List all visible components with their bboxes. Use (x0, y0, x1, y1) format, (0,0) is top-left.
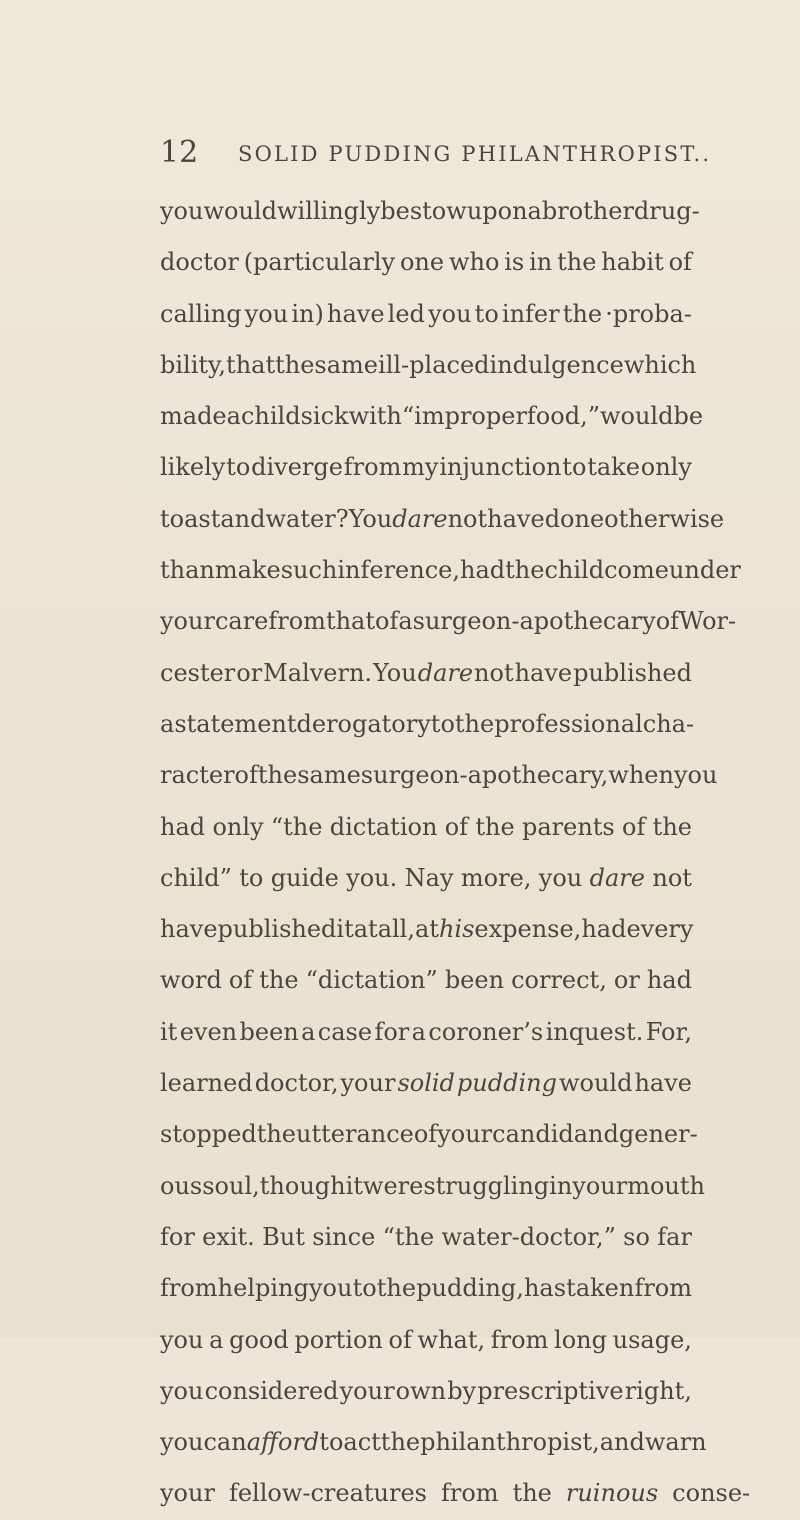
word: only (212, 812, 264, 841)
word: under (668, 556, 741, 585)
text-line (160, 289, 692, 340)
word: and (220, 504, 266, 533)
word: You (373, 658, 417, 687)
word: not (652, 863, 692, 892)
word: even (179, 1017, 238, 1046)
word: infer (501, 299, 560, 328)
word: Malvern. (263, 658, 373, 687)
word: been (444, 966, 505, 995)
word: in (549, 1171, 573, 1200)
word: published (573, 658, 692, 687)
text-line (160, 1058, 692, 1109)
word: the (652, 812, 692, 841)
word: every (626, 915, 694, 944)
word: your (340, 1069, 396, 1098)
word: make (214, 556, 281, 585)
word: or (236, 658, 263, 687)
word: from (343, 453, 402, 482)
word: you (673, 761, 718, 790)
italic-word: dare (417, 658, 474, 687)
word: for (160, 1222, 195, 1251)
word: published (217, 915, 337, 944)
word: the (562, 299, 603, 328)
text-line (160, 904, 692, 955)
text-line (160, 1109, 698, 1160)
text-line (160, 750, 718, 801)
word: my (402, 453, 439, 482)
word: mouth (627, 1171, 705, 1200)
word: ous (160, 1171, 203, 1200)
word: taken (566, 1274, 635, 1303)
word: “the (270, 812, 323, 841)
word: to (474, 299, 499, 328)
word: in) (291, 299, 324, 328)
word: far (657, 1222, 692, 1251)
word: from (634, 1274, 692, 1303)
body-text (160, 186, 751, 1520)
word: child (544, 556, 605, 585)
word: come (604, 556, 669, 585)
text-line (160, 1212, 692, 1263)
word: correct, (511, 966, 607, 995)
word: Wor- (679, 607, 737, 636)
word: your (160, 1479, 215, 1508)
word: the (376, 1274, 417, 1303)
word: have (160, 915, 218, 944)
word: by (447, 1376, 477, 1405)
word: you (160, 1376, 204, 1405)
word: has (523, 1274, 567, 1303)
word: care (214, 607, 269, 636)
text-line (160, 955, 692, 1006)
word: guide (270, 863, 339, 892)
word: the (257, 761, 298, 790)
word: such (280, 556, 338, 585)
word: “the (382, 1222, 435, 1251)
word: a (301, 1017, 316, 1046)
word: you (308, 1274, 353, 1303)
word: from (160, 1274, 218, 1303)
word: drug- (633, 197, 700, 225)
word: You (348, 504, 393, 533)
word: coroner’s (428, 1017, 544, 1046)
word: toast (160, 504, 221, 533)
word: had (646, 966, 692, 995)
word: soul, (202, 1171, 260, 1200)
word: candid (492, 1120, 574, 1149)
word: of (668, 248, 692, 277)
word: child” (160, 863, 232, 892)
word: of (234, 761, 258, 790)
word: you. (346, 863, 398, 892)
word: a (160, 709, 175, 738)
word: fellow-creatures (228, 1479, 427, 1508)
word: For, (645, 1017, 692, 1046)
word: same (297, 761, 361, 790)
text-line (160, 1315, 692, 1366)
word: the (557, 248, 597, 277)
word: helping (217, 1274, 309, 1303)
word: surgeon-apothecary, (360, 761, 609, 790)
word: to (430, 709, 455, 738)
word: your (160, 607, 215, 636)
word: in (529, 248, 553, 277)
word: water-doctor,” (441, 1222, 616, 1251)
running-title: SOLID PUDDING PHILANTHROPIST.. (238, 142, 712, 166)
word: doctor (160, 248, 239, 277)
page-header (0, 135, 800, 178)
text-line (160, 442, 692, 493)
text-line (160, 1366, 692, 1417)
word: inquest. (545, 1017, 644, 1046)
word: not (447, 504, 488, 533)
word: of (375, 607, 399, 636)
word: derogatory (296, 709, 431, 738)
word: a (209, 1325, 224, 1354)
text-line (160, 186, 700, 237)
word: ·proba- (605, 299, 692, 328)
word: is (504, 248, 525, 277)
word: from (268, 607, 326, 636)
word: and (599, 1428, 645, 1457)
word: injunction (439, 453, 562, 482)
text-line (160, 648, 692, 699)
word: done (544, 504, 605, 533)
word: But (262, 1222, 305, 1251)
word: a (411, 1017, 426, 1046)
word: of (444, 812, 469, 841)
word: “dictation” (305, 966, 438, 995)
word: otherwise (604, 504, 725, 533)
word: not (474, 658, 514, 687)
text-line (160, 1468, 751, 1519)
word: what, (417, 1325, 486, 1354)
word: to (352, 1274, 377, 1303)
word: inference, (337, 556, 460, 585)
word: you (160, 1428, 204, 1457)
word: more, (460, 863, 532, 892)
text-line (160, 340, 697, 391)
word: (particularly (243, 248, 396, 277)
text-line (160, 699, 695, 750)
word: upon (466, 197, 528, 225)
text-line (160, 1161, 705, 1212)
text-line (160, 1263, 692, 1314)
word: had (160, 812, 206, 841)
word: a (527, 197, 542, 225)
word: than (160, 556, 215, 585)
word: of (228, 966, 253, 995)
word: likely (160, 453, 226, 482)
word: pudding, (416, 1274, 524, 1303)
text-line (160, 391, 704, 442)
italic-word: afford (246, 1428, 320, 1457)
word: philanthropist, (420, 1428, 600, 1457)
word: ill-placed (378, 350, 490, 379)
word: been (239, 1017, 299, 1046)
word: food,” (526, 402, 600, 431)
word: of (413, 1120, 438, 1149)
text-line (160, 596, 737, 647)
word: take (587, 453, 640, 482)
word: calling (160, 299, 242, 328)
word: warn (644, 1428, 707, 1457)
word: struggling (423, 1171, 550, 1200)
word: your (437, 1120, 493, 1149)
word: indulgence (489, 350, 624, 379)
word: have (634, 1069, 692, 1098)
word: were (362, 1171, 424, 1200)
word: so (623, 1222, 650, 1251)
word: which (623, 350, 697, 379)
word: word (160, 966, 222, 995)
word: stopped (160, 1120, 257, 1149)
word: all, (377, 915, 415, 944)
italic-word: solid (397, 1069, 455, 1098)
text-line (160, 1417, 707, 1468)
word: the (512, 1479, 552, 1508)
word: own (395, 1376, 447, 1405)
word: and (573, 1120, 619, 1149)
word: doctor, (254, 1069, 339, 1098)
word: water? (265, 504, 349, 533)
word: prescriptive (477, 1376, 624, 1405)
word: bility, (160, 350, 227, 379)
word: to (562, 453, 587, 482)
word: exit. (202, 1222, 255, 1251)
word: gener- (618, 1120, 698, 1149)
word: of (622, 812, 646, 841)
word: it (336, 915, 354, 944)
word: willingly (276, 197, 381, 225)
word: made (160, 402, 227, 431)
word: Nay (404, 863, 454, 892)
word: sick (300, 402, 349, 431)
word: portion (294, 1325, 383, 1354)
word: learned (160, 1069, 253, 1098)
word: to (319, 1428, 344, 1457)
word: led (387, 299, 425, 328)
word: you (428, 299, 472, 328)
word: it (345, 1171, 363, 1200)
word: had (581, 915, 627, 944)
word: “improper (401, 402, 527, 431)
word: the (275, 350, 315, 379)
word: cha- (642, 709, 695, 738)
word: a (398, 607, 413, 636)
word: brother (541, 197, 634, 225)
text-line (160, 802, 692, 853)
word: statement (174, 709, 297, 738)
text-line (160, 494, 725, 545)
word: the (380, 1428, 421, 1457)
word: only (640, 453, 692, 482)
word: with (348, 402, 402, 431)
word: or (613, 966, 640, 995)
text-line (160, 545, 741, 596)
text-line (160, 853, 692, 904)
word: diverge (251, 453, 343, 482)
word: have (327, 299, 385, 328)
word: when (608, 761, 674, 790)
word: one (399, 248, 445, 277)
word: the (454, 709, 495, 738)
word: the (505, 556, 545, 585)
word: bestow (380, 197, 467, 225)
word: good (229, 1325, 289, 1354)
word: act (343, 1428, 381, 1457)
word: for (374, 1017, 410, 1046)
word: the (256, 1120, 297, 1149)
word: would (599, 402, 674, 431)
word: case (317, 1017, 373, 1046)
word: you (160, 197, 204, 225)
italic-word: his (438, 915, 475, 944)
word: that (325, 607, 375, 636)
word: can (203, 1428, 247, 1457)
word: you (244, 299, 289, 328)
word: the (475, 812, 515, 841)
italic-word: pudding (456, 1069, 557, 1098)
word: of (655, 607, 680, 636)
word: parents (521, 812, 615, 841)
italic-word: dare (392, 504, 448, 533)
word: who (448, 248, 500, 277)
word: of (388, 1325, 412, 1354)
word: from (490, 1325, 549, 1354)
word: would (203, 197, 277, 225)
word: your (572, 1171, 628, 1200)
word: have (514, 658, 573, 687)
word: habit (601, 248, 664, 277)
word: had (459, 556, 506, 585)
italic-word: ruinous (565, 1479, 659, 1508)
word: at (353, 915, 378, 944)
word: right, (624, 1376, 692, 1405)
word: a (226, 402, 241, 431)
word: you (538, 863, 583, 892)
word: it (160, 1017, 178, 1046)
word: considered (204, 1376, 339, 1405)
word: would (558, 1069, 633, 1098)
italic-word: dare (589, 863, 645, 892)
word: that (226, 350, 276, 379)
word: child (240, 402, 301, 431)
page-number: 12 (160, 135, 199, 170)
word: racter (160, 761, 235, 790)
word: the (259, 966, 299, 995)
word: to (239, 863, 264, 892)
word: conse- (672, 1479, 751, 1508)
word: expense, (474, 915, 582, 944)
word: dictation (329, 812, 438, 841)
word: since (312, 1222, 376, 1251)
word: utterance (296, 1120, 414, 1149)
word: though (259, 1171, 346, 1200)
word: from (441, 1479, 499, 1508)
word: have (487, 504, 545, 533)
word: your (339, 1376, 395, 1405)
word: professional (494, 709, 643, 738)
word: same (314, 350, 379, 379)
word: at (414, 915, 439, 944)
text-line (160, 1007, 692, 1058)
word: usage, (612, 1325, 692, 1354)
word: you (160, 1325, 204, 1354)
word: cester (160, 658, 236, 687)
text-line (160, 237, 692, 288)
word: long (554, 1325, 607, 1354)
word: surgeon-apothecary (412, 607, 656, 636)
word: be (673, 402, 704, 431)
word: to (226, 453, 251, 482)
